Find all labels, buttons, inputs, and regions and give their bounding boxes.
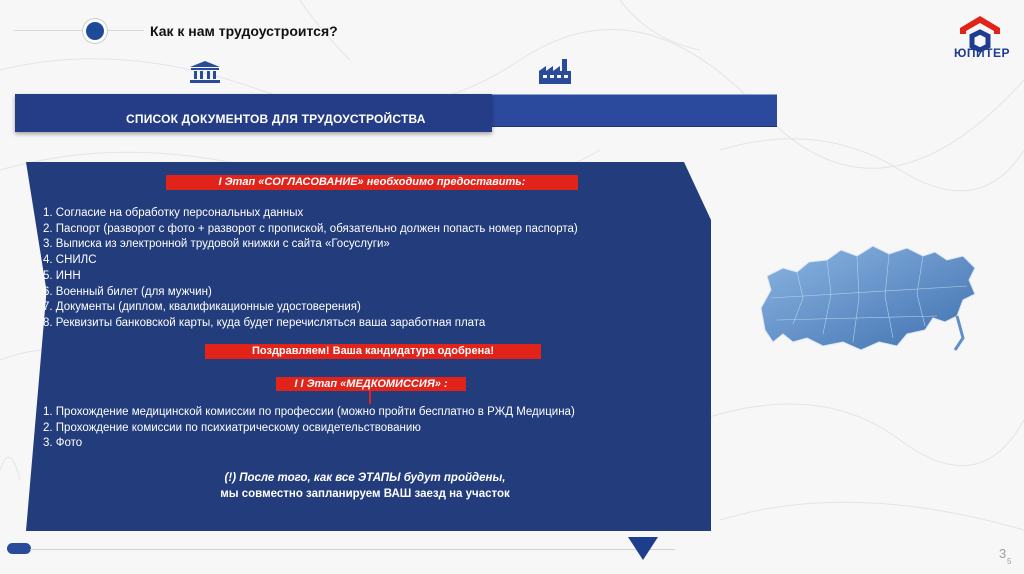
page-number-sub: 5	[1007, 557, 1012, 566]
stage-2-label: I I Этап «МЕДКОМИССИЯ» :	[276, 377, 466, 391]
stage-1-list	[43, 206, 578, 332]
russia-map-icon	[757, 238, 979, 356]
factory-icon	[538, 58, 572, 84]
list-item: 7. Документы (диплом, квалификационные удостоверения)	[43, 301, 361, 314]
list-item: 5. ИНН	[43, 269, 81, 282]
bank-building-icon	[189, 61, 221, 83]
top-marker-dot	[83, 19, 107, 43]
final-note-line-1: (!) После того, как все ЭТАПЫ будут пройдены,	[224, 472, 506, 484]
page-number: 3	[999, 546, 1007, 561]
final-note-line-2: мы совместно запланируем ВАШ заезд на участок	[220, 488, 510, 500]
list-item: 8. Реквизиты банковской карты, куда будет перечисляться ваша заработная плата	[43, 316, 486, 329]
final-note	[140, 470, 590, 502]
stage-1-label: I Этап «СОГЛАСОВАНИЕ» необходимо предоставить:	[166, 175, 578, 190]
section-title: СПИСОК ДОКУМЕНТОВ ДЛЯ ТРУДОУСТРОЙСТВА	[126, 112, 426, 126]
top-divider-line	[14, 30, 144, 31]
list-item: 3. Выписка из электронной трудовой книжки с сайта «Госуслуги»	[43, 238, 390, 251]
slide-title: Как к нам трудоустроится?	[150, 23, 338, 39]
company-logo-text: ЮПИТЕР	[954, 46, 1010, 60]
bottom-divider-line	[30, 549, 675, 550]
stage-2-connector	[369, 390, 371, 404]
list-item: 4. СНИЛС	[43, 254, 97, 267]
list-item: 3. Фото	[43, 437, 83, 450]
approved-label: Поздравляем! Ваша кандидатура одобрена!	[205, 344, 541, 359]
stage-2-list	[43, 405, 575, 452]
bottom-marker	[7, 543, 31, 554]
list-item: 6. Военный билет (для мужчин)	[43, 285, 212, 298]
list-item: 1. Согласие на обработку персональных данных	[43, 207, 304, 219]
list-item: 2. Прохождение комиссии по психиатрическому освидетельствованию	[43, 421, 421, 434]
list-item: 2. Паспорт (разворот с фото + разворот с пропиской, обязательно должен попасть номер паспорта)	[43, 222, 578, 235]
list-item: 1. Прохождение медицинской комиссии по профессии (можно пройти бесплатно в РЖД Медицина)	[43, 406, 575, 418]
